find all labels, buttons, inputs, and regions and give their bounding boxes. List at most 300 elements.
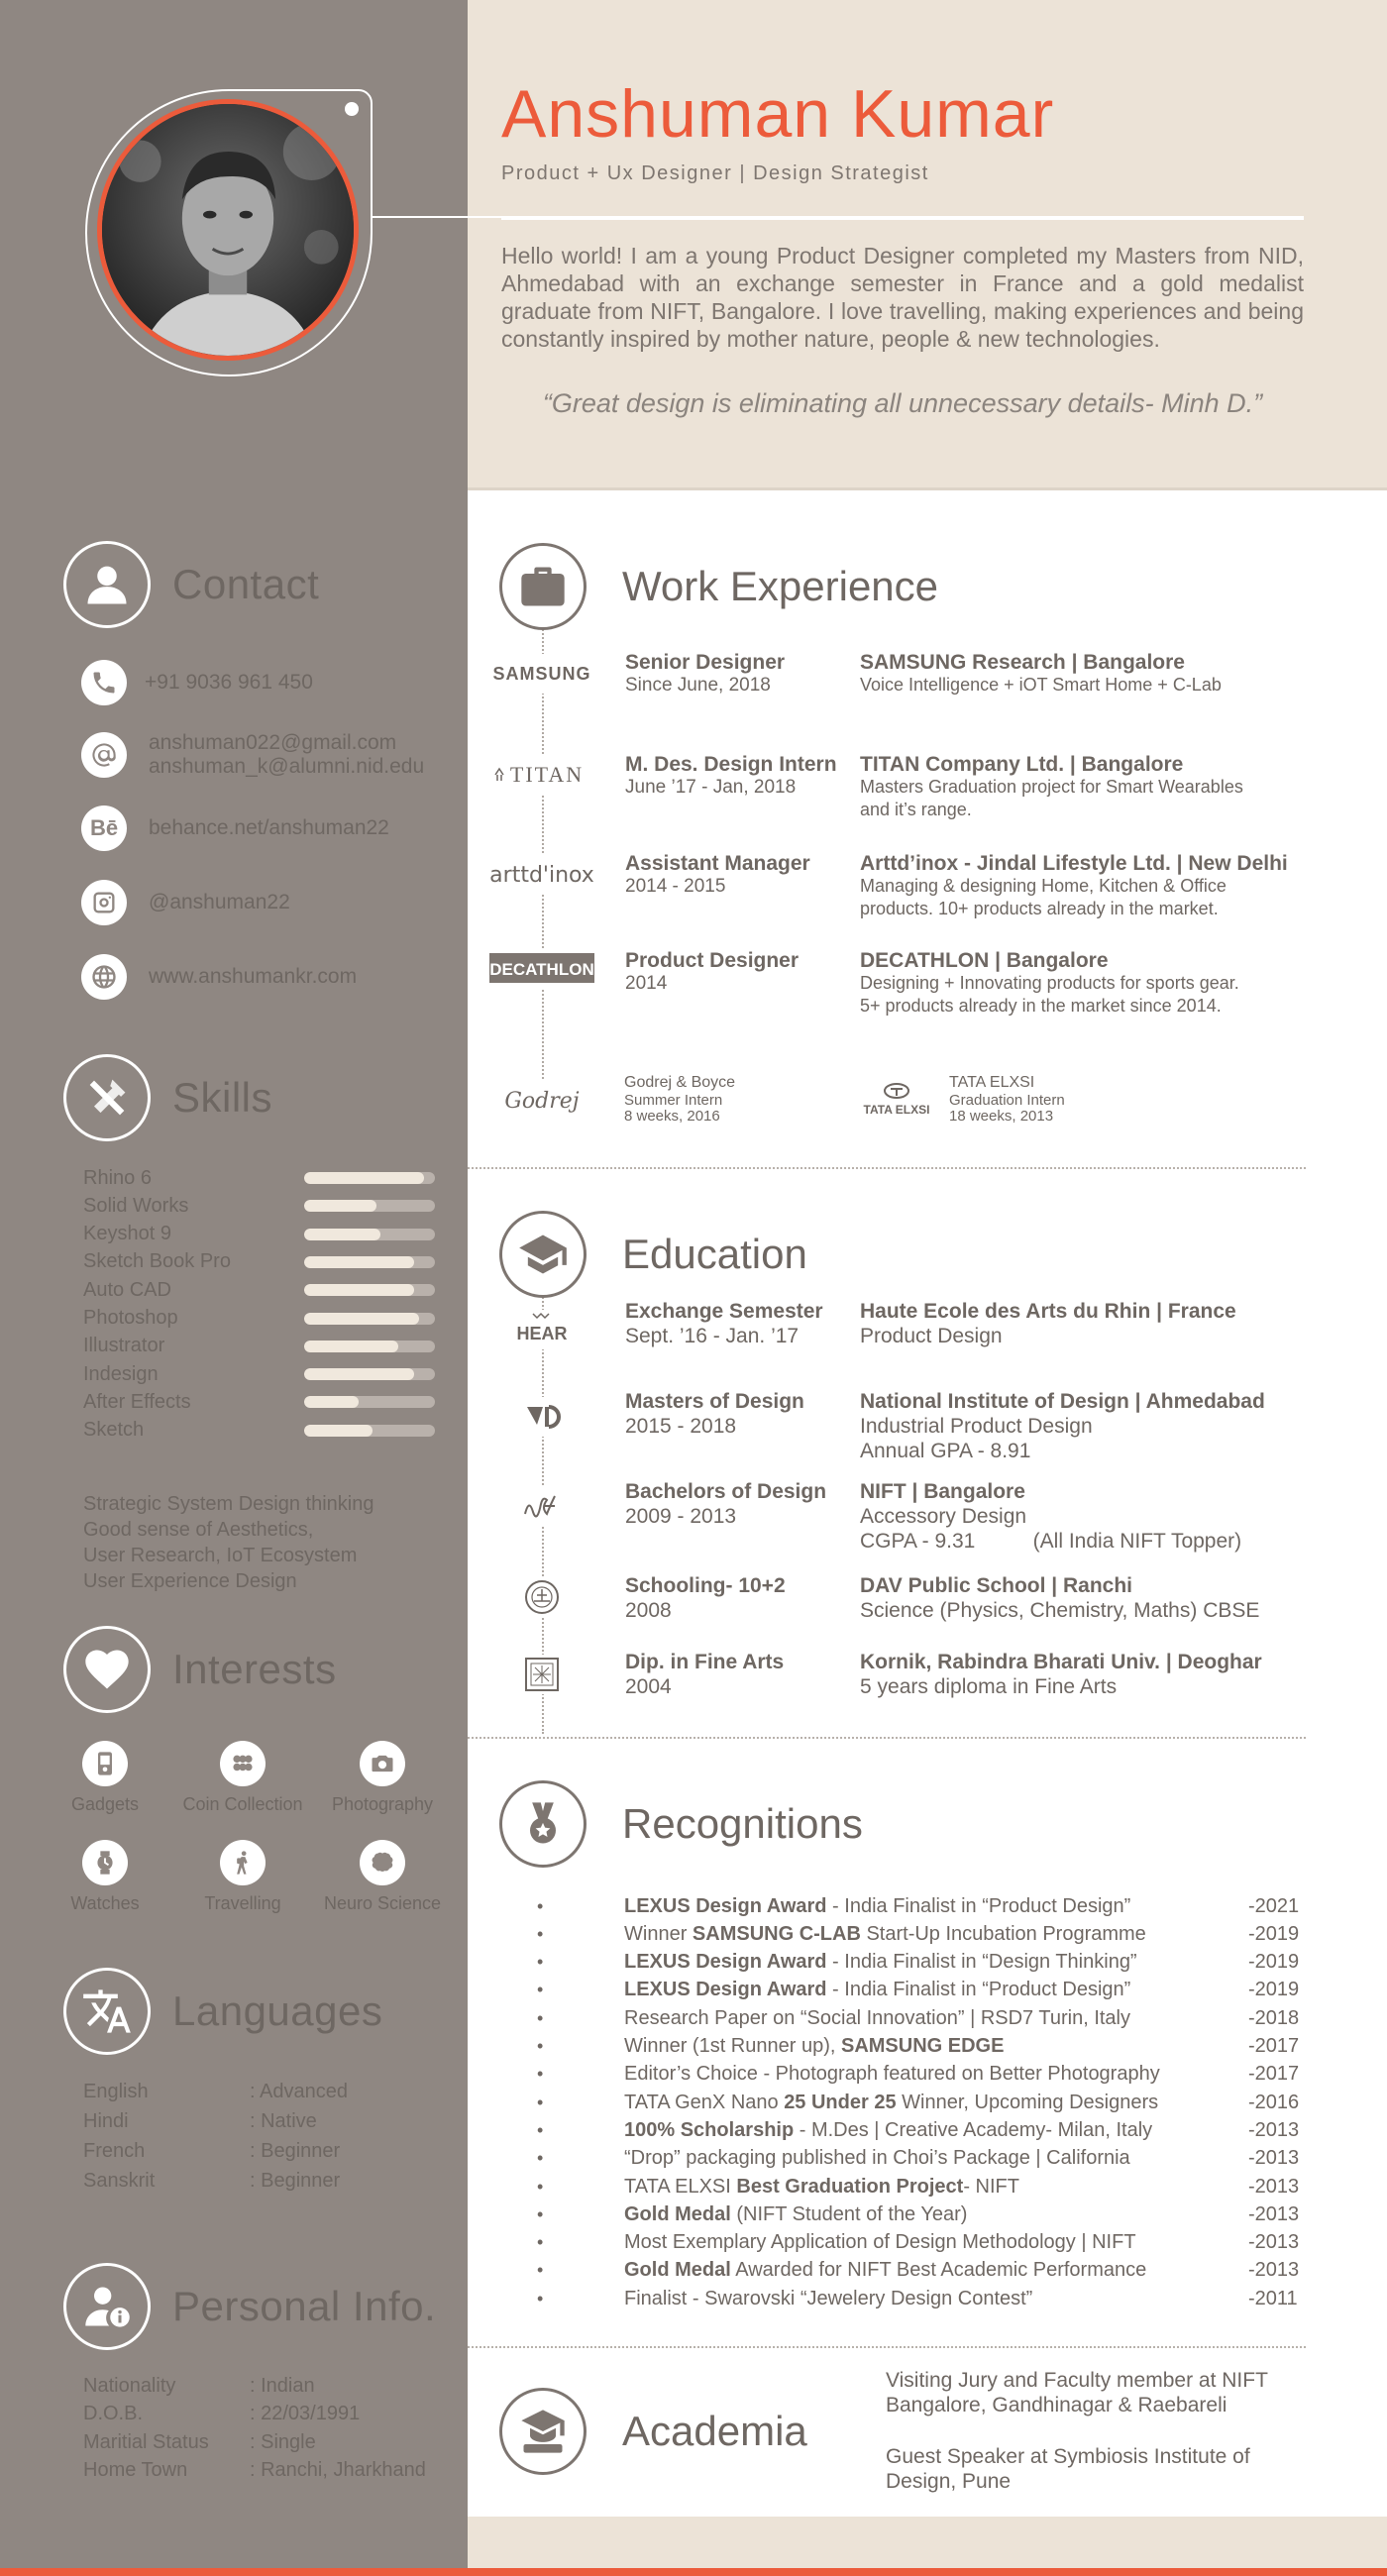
recognition-text (624, 2288, 1248, 2310)
skill-bar-fill (304, 1284, 414, 1296)
work-org-block (860, 651, 1306, 697)
graduation-cap-icon (517, 1229, 569, 1280)
godrej-title: Godrej & Boyce (624, 1074, 736, 1091)
education-period: Sept. ’16 - Jan. ’17 (625, 1325, 800, 1347)
recognition-row (535, 1977, 1308, 2004)
recognition-text (624, 2063, 1248, 2086)
person-name: Anshuman Kumar (501, 76, 1055, 152)
skill-row (83, 1333, 440, 1360)
work-period: June ’17 - Jan, 2018 (625, 777, 797, 798)
personal-row (83, 2456, 426, 2486)
recognition-year: -2019 (1248, 1979, 1300, 2001)
recognition-text-part: Start-Up Incubation Programme (860, 1922, 1146, 1945)
phone-icon (90, 669, 118, 697)
language-level: : Native (250, 2109, 317, 2132)
contact-behance[interactable] (81, 805, 389, 851)
education-org-block (860, 1479, 1316, 1554)
recognition-highlight: SAMSUNG EDGE (840, 2035, 1005, 2057)
work-role: Senior Designer (625, 651, 786, 674)
recognition-highlight: 100% Scholarship (624, 2118, 795, 2141)
recognition-text-part: Editor’s Choice - Photograph featured on Better Photography (624, 2063, 1160, 2086)
footer-panel (468, 2517, 1387, 2568)
phone-text: +91 9036 961 450 (145, 671, 313, 694)
language-row (83, 2077, 348, 2106)
bullet: • (537, 2064, 544, 2085)
education-institute: Kornik, Rabindra Bharati Univ. | Deoghar (860, 1651, 1262, 1673)
personal-row (83, 2371, 315, 2401)
language-name: Hindi (83, 2109, 129, 2132)
dav-logo-mark (487, 1577, 596, 1617)
work-role-block (625, 852, 810, 898)
bullet: • (537, 2119, 544, 2140)
recognition-highlight: Gold Medal (624, 2259, 731, 2282)
recognition-row (535, 2285, 1308, 2312)
contact-email[interactable] (81, 731, 424, 779)
section-divider (468, 1737, 1306, 1739)
skill-bar (304, 1229, 435, 1240)
work-desc: Managing & designing Home, Kitchen & Office (860, 876, 1227, 896)
recognition-year: -2013 (1248, 2259, 1300, 2282)
skill-row (83, 1360, 440, 1388)
interests-heading: Interests (172, 1646, 337, 1692)
nid-logo-mark (487, 1397, 596, 1437)
personal-row (83, 2427, 316, 2457)
tata-elxsi-logo (854, 1080, 939, 1120)
recognition-text (624, 2092, 1248, 2114)
language-name: English (83, 2080, 149, 2102)
education-role-block (625, 1389, 804, 1439)
recognition-row (535, 2033, 1308, 2061)
recognition-text (624, 1895, 1248, 1918)
education-institute: DAV Public School | Ranchi (860, 1574, 1133, 1597)
coins-icon (229, 1750, 257, 1777)
language-name: Sanskrit (83, 2170, 156, 2193)
strength-item: Strategic System Design thinking (83, 1493, 374, 1515)
work-role: Assistant Manager (625, 852, 810, 875)
recognition-row (535, 1949, 1308, 1977)
skill-name: Solid Works (83, 1194, 189, 1217)
interest-photography (313, 1741, 452, 1815)
tools-icon (81, 1072, 133, 1124)
hiker-icon (229, 1849, 257, 1877)
lecture-cap-icon (517, 2406, 569, 2457)
education-degree: Dip. in Fine Arts (625, 1651, 785, 1673)
interest-label: Watches (70, 1893, 140, 1913)
education-org-block (860, 1650, 1316, 1699)
recognition-row (535, 2004, 1308, 2032)
strength-item: Good sense of Aesthetics, (83, 1519, 314, 1541)
rbu-logo (487, 1655, 596, 1694)
decathlon-logo-text: DECATHLON (489, 960, 594, 979)
arttdinox-logo-text: arttd'inox (489, 863, 594, 888)
work-heading: Work Experience (622, 563, 939, 609)
user-info-icon (81, 2281, 133, 2332)
personal-icon-ring (63, 2263, 151, 2350)
photo-frame-dot (345, 102, 359, 116)
education-period: 2009 - 2013 (625, 1505, 737, 1528)
education-role-block (625, 1573, 786, 1623)
recognition-text-part: “Drop” packaging published in Choi’s Package | California (624, 2147, 1130, 2170)
godrej-logo (487, 1080, 596, 1120)
education-institute: Haute Ecole des Arts du Rhin | France (860, 1300, 1236, 1323)
languages-section (63, 1967, 460, 2056)
nid-logo (487, 1397, 596, 1437)
recognition-row (535, 2200, 1308, 2228)
recognition-row (535, 2173, 1308, 2200)
godrej-period: 8 weeks, 2016 (624, 1108, 720, 1125)
work-org-block (860, 852, 1306, 920)
recognition-text-part: Finalist - Swarovski “Jewelery Design Contest” (624, 2287, 1033, 2309)
strength-item: User Experience Design (83, 1570, 297, 1592)
recognition-year: -2013 (1248, 2202, 1300, 2225)
bullet: • (537, 2203, 544, 2224)
recognition-text (624, 2231, 1248, 2254)
recognition-year: -2018 (1248, 2006, 1300, 2029)
work-desc: Designing + Innovating products for sports gear. (860, 973, 1239, 993)
academia-icon-ring (499, 2388, 587, 2475)
recognition-row (535, 2061, 1308, 2089)
contact-website[interactable] (81, 954, 357, 1000)
contact-phone[interactable] (81, 660, 313, 705)
interest-label: Travelling (204, 1893, 281, 1913)
skill-bar (304, 1200, 435, 1212)
recognition-row (535, 2145, 1308, 2173)
recognition-text (624, 2007, 1248, 2030)
contact-icon-ring (63, 541, 151, 628)
recognition-text-part: (NIFT Student of the Year) (730, 2202, 968, 2225)
camera-icon (369, 1750, 396, 1777)
recognition-text-part: Winner (624, 1922, 693, 1945)
languages-icon-ring (63, 1968, 151, 2055)
education-org-block (860, 1573, 1316, 1623)
work-role-block (625, 753, 837, 799)
globe-icon (90, 963, 118, 991)
section-divider (468, 1167, 1306, 1169)
education-desc: 5 years diploma in Fine Arts (860, 1675, 1118, 1698)
skill-bar (304, 1368, 435, 1380)
recognition-row (535, 2257, 1308, 2285)
work-period: Since June, 2018 (625, 675, 771, 696)
language-level: : Beginner (250, 2140, 341, 2163)
recognition-year: -2013 (1248, 2231, 1300, 2254)
work-org: DECATHLON | Bangalore (860, 949, 1109, 972)
titan-logo (487, 755, 596, 795)
personal-row (83, 2400, 360, 2429)
recognition-text-part: Research Paper on “Social Innovation” | RSD7 Turin, Italy (624, 2006, 1130, 2029)
recognition-year: -2013 (1248, 2147, 1300, 2170)
work-org: TITAN Company Ltd. | Bangalore (860, 753, 1184, 776)
skill-bar (304, 1256, 435, 1268)
bullet: • (537, 2036, 544, 2056)
skill-row (83, 1164, 440, 1192)
personal-value: : Single (250, 2430, 316, 2453)
skill-row (83, 1192, 440, 1220)
education-institute: NIFT | Bangalore (860, 1480, 1025, 1503)
education-desc: Accessory Design (860, 1505, 1027, 1528)
skill-name: Photoshop (83, 1307, 178, 1329)
skill-name: After Effects (83, 1390, 191, 1413)
language-row (83, 2106, 317, 2136)
dav-logo (487, 1577, 596, 1617)
bullet: • (537, 2007, 544, 2028)
recognition-text (624, 1951, 1248, 1974)
academia-item: Visiting Jury and Faculty member at NIFT Bangalore, Gandhinagar & Raebareli (886, 2369, 1268, 2416)
titan-logo-text: TITAN (509, 762, 585, 787)
profile-photo (97, 99, 359, 361)
hear-logo (487, 1310, 596, 1349)
samsung-logo-text: SAMSUNG (492, 664, 591, 684)
personal-key: Maritial Status (83, 2430, 209, 2453)
bullet: • (537, 1980, 544, 2000)
recognition-row (535, 1892, 1308, 1920)
skills-icon-ring (63, 1054, 151, 1141)
interest-label: Gadgets (70, 1794, 140, 1814)
website-text: www.anshumankr.com (149, 965, 358, 988)
recognition-text-part: Most Exemplary Application of Design Methodology | NIFT (624, 2231, 1136, 2254)
recognition-text-part: - NIFT (963, 2175, 1019, 2198)
interest-neuro-science (313, 1840, 452, 1914)
skill-bar (304, 1341, 435, 1352)
recognition-highlight: SAMSUNG C-LAB (692, 1922, 861, 1945)
bullet: • (537, 1952, 544, 1973)
skills-heading: Skills (172, 1074, 273, 1121)
skill-bar-fill (304, 1172, 424, 1184)
tagline: Product + Ux Designer | Design Strategist (501, 162, 929, 184)
interest-label: Coin Collection (182, 1794, 303, 1814)
bullet: • (537, 2176, 544, 2197)
education-desc: Science (Physics, Chemistry, Maths) CBSE (860, 1599, 1260, 1622)
education-heading: Education (622, 1231, 807, 1277)
skill-row (83, 1305, 440, 1333)
heart-icon (81, 1644, 133, 1695)
education-role-block (625, 1479, 826, 1529)
tata-elxsi-period: 18 weeks, 2013 (949, 1108, 1054, 1125)
recognition-year: -2021 (1248, 1894, 1300, 1917)
email-secondary: anshuman_k@alumni.nid.edu (149, 755, 425, 778)
recognition-highlight: Best Graduation Project (736, 2175, 964, 2198)
skill-bar-fill (304, 1396, 359, 1408)
languages-heading: Languages (172, 1987, 383, 2034)
tata-elxsi-logo-text: TATA ELXSI (863, 1103, 930, 1117)
skill-name: Auto CAD (83, 1278, 171, 1301)
education-desc: Annual GPA - 8.91 (860, 1440, 1031, 1462)
work-period: 2014 - 2015 (625, 876, 726, 897)
work-desc: 5+ products already in the market since 2014. (860, 996, 1222, 1016)
recognition-text (624, 2119, 1248, 2142)
bullet: • (537, 1895, 544, 1916)
skill-name: Illustrator (83, 1335, 165, 1357)
recognition-text (624, 2147, 1248, 2170)
skill-row (83, 1417, 440, 1445)
profile-photo-image (102, 104, 354, 356)
work-icon-ring (499, 543, 587, 630)
work-org-block (860, 753, 1306, 821)
recognition-text (624, 2035, 1248, 2058)
recognitions-section-header (499, 1780, 863, 1868)
work-role-block (625, 651, 785, 697)
bio-paragraph: Hello world! I am a young Product Designer completed my Masters from NID, Ahmedabad with an exchange semester in France and a gold medalist graduate from NIFT, Bangalore. I love travelling, making experiences and being constantly inspired by mother nature, people & new technologies. (501, 243, 1304, 352)
language-row (83, 2167, 340, 2197)
strengths-list (83, 1491, 373, 1594)
skill-bar (304, 1425, 435, 1437)
work-section-header (499, 543, 938, 630)
work-role: M. Des. Design Intern (625, 753, 837, 776)
skill-name: Keyshot 9 (83, 1223, 171, 1245)
education-icon-ring (499, 1211, 587, 1298)
recognition-year: -2019 (1248, 1951, 1300, 1974)
header-rule (501, 218, 1304, 220)
work-org: SAMSUNG Research | Bangalore (860, 651, 1185, 674)
strength-item: User Research, IoT Ecosystem (83, 1545, 358, 1566)
work-role-block (625, 949, 799, 995)
work-org-block (860, 949, 1306, 1018)
recognition-text-part: TATA ELXSI (624, 2175, 737, 2198)
recognitions-heading: Recognitions (622, 1800, 863, 1847)
recognition-row (535, 2116, 1308, 2144)
personal-value: : 22/03/1991 (250, 2403, 361, 2424)
recognition-year: -2017 (1248, 2035, 1300, 2057)
interest-label: Photography (331, 1794, 434, 1814)
rbu-logo-mark (487, 1655, 596, 1694)
interests-icon-ring (63, 1626, 151, 1713)
instagram-text: @anshuman22 (149, 891, 290, 913)
recognition-highlight: LEXUS Design Award (624, 1951, 827, 1974)
recognition-text (624, 2259, 1248, 2282)
email-primary: anshuman022@gmail.com (149, 731, 397, 754)
skill-bar (304, 1313, 435, 1325)
skill-name: Indesign (83, 1362, 159, 1385)
academia-section-header (499, 2388, 807, 2475)
education-period: 2008 (625, 1599, 672, 1622)
skill-bar (304, 1172, 435, 1184)
recognition-text-part: TATA GenX Nano (624, 2091, 785, 2113)
bullet: • (537, 2148, 544, 2169)
academia-item: Guest Speaker at Symbiosis Institute of Design, Pune (886, 2445, 1250, 2493)
skill-name: Rhino 6 (83, 1166, 152, 1189)
translate-icon (81, 1986, 133, 2037)
behance-text: behance.net/anshuman22 (149, 816, 389, 839)
education-org-block (860, 1389, 1316, 1463)
skill-row (83, 1276, 440, 1304)
bullet: • (537, 2288, 544, 2308)
recognition-highlight: LEXUS Design Award (624, 1979, 827, 2001)
personal-heading: Personal Info. (172, 2283, 437, 2329)
instagram-icon (90, 889, 118, 916)
recognitions-icon-ring (499, 1780, 587, 1868)
recognition-year: -2017 (1248, 2063, 1300, 2086)
behance-icon: Bē (89, 815, 119, 840)
recognition-text-part: - India Finalist in “Product Design” (826, 1894, 1131, 1917)
interest-watches (36, 1840, 174, 1914)
personal-key: Home Town (83, 2459, 188, 2481)
education-desc: CGPA - 9.31 (All India NIFT Topper) (860, 1530, 1242, 1553)
education-degree: Exchange Semester (625, 1300, 823, 1323)
work-desc: Masters Graduation project for Smart Wearables (860, 777, 1243, 797)
tata-elxsi-role: Graduation Intern (949, 1092, 1065, 1109)
education-period: 2004 (625, 1675, 672, 1698)
skill-bar-fill (304, 1313, 419, 1325)
education-org-block (860, 1299, 1316, 1348)
work-period: 2014 (625, 973, 668, 994)
samsung-logo (487, 654, 596, 694)
interest-coin-collection (173, 1741, 312, 1815)
personal-key: D.O.B. (83, 2403, 144, 2424)
skill-name: Sketch (83, 1419, 145, 1442)
hear-logo-text: HEAR (516, 1324, 568, 1343)
work-desc: Voice Intelligence + iOT Smart Home + C-Lab (860, 675, 1222, 695)
recognition-year: -2011 (1248, 2287, 1298, 2309)
recognition-highlight: Gold Medal (624, 2202, 731, 2225)
tata-elxsi-title: TATA ELXSI (949, 1074, 1035, 1091)
godrej-role: Summer Intern (624, 1092, 723, 1109)
skill-bar-fill (304, 1229, 380, 1240)
brain-icon (369, 1849, 396, 1877)
interest-travelling (173, 1840, 312, 1914)
recognition-text (624, 1923, 1248, 1946)
education-degree: Masters of Design (625, 1390, 804, 1413)
recognition-text-part: - India Finalist in “Product Design” (826, 1979, 1131, 2001)
bullet: • (537, 2260, 544, 2281)
at-icon (90, 741, 118, 769)
arttdinox-logo (487, 854, 596, 894)
personal-value: : Indian (250, 2374, 315, 2397)
section-divider (468, 2346, 1306, 2348)
recognition-year: -2013 (1248, 2118, 1300, 2141)
language-row (83, 2137, 340, 2167)
bullet: • (537, 2232, 544, 2253)
godrej-logo-text: Godrej (504, 1089, 580, 1114)
interest-label: Neuro Science (323, 1893, 442, 1913)
recognition-text-part: - India Finalist in “Design Thinking” (826, 1951, 1137, 1974)
skill-bar-fill (304, 1368, 414, 1380)
bullet: • (537, 1923, 544, 1944)
medal-icon (517, 1798, 569, 1850)
interest-gadgets (36, 1741, 174, 1815)
education-desc: Product Design (860, 1325, 1003, 1347)
work-org: Arttd’inox - Jindal Lifestyle Ltd. | New Delhi (860, 852, 1288, 875)
decathlon-logo (487, 948, 596, 988)
bullet: • (537, 2092, 544, 2112)
recognition-row (535, 1920, 1308, 1948)
skill-row (83, 1248, 440, 1276)
skill-bar-fill (304, 1425, 373, 1437)
nift-logo (487, 1486, 596, 1526)
language-level: : Beginner (250, 2170, 341, 2193)
recognition-text (624, 2176, 1248, 2199)
education-section-header (499, 1211, 807, 1298)
design-quote: “Great design is eliminating all unnecessary details- Minh D.” (542, 388, 1263, 418)
recognition-text-part: Awarded for NIFT Best Academic Performance (730, 2259, 1147, 2282)
skill-bar-fill (304, 1200, 376, 1212)
education-degree: Schooling- 10+2 (625, 1574, 786, 1597)
recognition-text (624, 2203, 1248, 2226)
skill-bar (304, 1396, 435, 1408)
personal-section (63, 2262, 460, 2351)
skill-name: Sketch Book Pro (83, 1250, 231, 1273)
academia-heading: Academia (622, 2408, 807, 2454)
work-desc: products. 10+ products already in the market. (860, 899, 1219, 918)
personal-key: Nationality (83, 2374, 176, 2397)
skill-bar-fill (304, 1341, 398, 1352)
gadget-icon (91, 1750, 119, 1777)
recognition-text-part: Winner, Upcoming Designers (896, 2091, 1159, 2113)
contact-instagram[interactable] (81, 880, 290, 925)
contact-heading: Contact (172, 561, 320, 607)
recognition-year: -2013 (1248, 2175, 1300, 2198)
work-desc: and it’s range. (860, 800, 972, 819)
skill-row (83, 1221, 440, 1248)
language-level: : Advanced (250, 2080, 348, 2102)
